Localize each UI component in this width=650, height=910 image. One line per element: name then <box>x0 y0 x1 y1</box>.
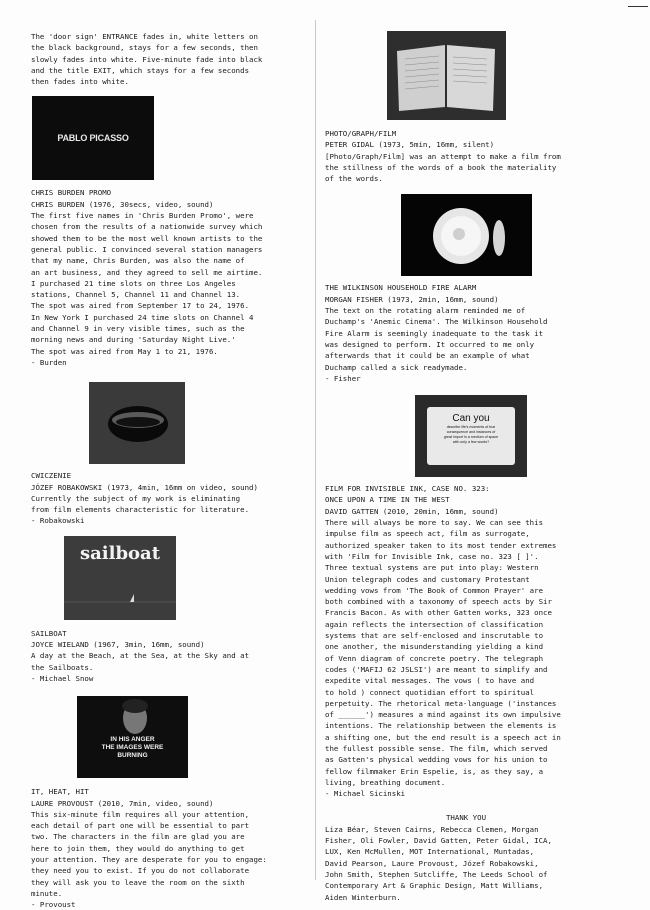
gatten-card-small-1: describe life's moments of true <box>446 425 496 430</box>
text-line: The 'door sign' ENTRANCE fades in, white letters on <box>31 32 258 41</box>
gatten-card-heading: Can you <box>452 413 490 425</box>
text-line: was designed to perform. It occurred to me only <box>325 339 535 349</box>
text-line: The spot was aired from September 17 to 24, 1976. <box>31 301 250 311</box>
text-line: stations, Channel 5, Channel 11 and Channel 13. <box>31 290 241 300</box>
text-line: chosen from the results of a nationwide survey which <box>31 222 263 232</box>
wieland-sign: - Michael Snow <box>31 673 94 683</box>
text-line: then fades into white. <box>31 77 129 87</box>
corner-rule <box>628 6 648 7</box>
text-line: perpetuity. The rhetorical meta-language ('instances <box>325 698 557 708</box>
burden-sign: - Burden <box>31 357 67 367</box>
gidal-body <box>325 151 607 185</box>
left-column <box>31 31 306 910</box>
gatten-card-small-4: with only a few words? <box>452 440 490 445</box>
provoust-still <box>77 696 188 778</box>
text-line: slowly fades into white. Five-minute fade into black <box>31 54 263 64</box>
thanks-heading: THANK YOU <box>445 813 487 823</box>
text-line: of ______') measures a mind against its own impulsive <box>325 710 561 720</box>
text-line: afterwards that it could be an example of what <box>325 351 530 361</box>
text-line: with 'Film for Invisible Ink, case no. 323 [ ]'. <box>325 551 539 561</box>
intro-text <box>31 31 306 87</box>
text-line: A day at the Beach, at the Sea, at the Sky and at <box>31 651 250 661</box>
caption-line-3: BURNING <box>117 752 148 760</box>
text-line: In New York I purchased 24 time slots on Channel 4 <box>31 312 254 322</box>
robakowski-credit: JÓZEF ROBAKOWSKI (1973, 4min, 16mm on video, sound) <box>31 482 258 492</box>
caption-line-1: IN HIS ANGER <box>110 736 155 744</box>
text-line: wedding vows from 'The Book of Common Prayer' are <box>325 585 544 595</box>
fisher-still <box>401 194 532 276</box>
text-line: of the words. <box>325 174 383 184</box>
text-line: John Smith, Stephen Sutcliffe, The Leeds School of <box>325 869 548 879</box>
text-line: two. The characters in the film are glad you are <box>31 832 245 842</box>
fisher-title: THE WILKINSON HOUSEHOLD FIRE ALARM <box>325 283 477 293</box>
right-column <box>325 31 607 903</box>
text-line: here to join them, they would do anything to get <box>31 843 245 853</box>
text-line: Fire Alarm is seemingly inadequate to the task it <box>325 328 544 338</box>
robakowski-body <box>31 493 306 516</box>
wieland-body <box>31 650 306 673</box>
wieland-credit: JOYCE WIELAND (1967, 3min, 16mm, sound) <box>31 640 205 650</box>
gatten-subtitle: ONCE UPON A TIME IN THE WEST <box>325 495 450 505</box>
text-line: Liza Béar, Steven Cairns, Rebecca Clemen, Morgan <box>325 824 539 834</box>
text-line: impulse film as speech act, film as surrogate, <box>325 529 530 539</box>
thanks-list <box>325 824 607 903</box>
text-line: This six-minute film requires all your attention, <box>31 809 250 819</box>
text-line: morning news and during 'Saturday Night Live.' <box>31 335 236 345</box>
text-line: of Venn diagram of concrete poetry. The telegraph <box>325 653 544 663</box>
text-line: that my name, Chris Burden, was also the name of <box>31 256 245 266</box>
text-line: your attention. They are desperate for you to engage: <box>31 854 267 864</box>
burden-body <box>31 210 306 357</box>
fire-alarm-icon <box>401 194 532 276</box>
text-line: the stillness of the words of a book the materiality <box>325 162 557 172</box>
text-line: Currently the subject of my work is eliminating <box>31 493 241 503</box>
text-line: Francis Bacon. As with other Gatten works, 323 once <box>325 608 552 618</box>
burden-title: CHRIS BURDEN PROMO <box>31 188 112 198</box>
burden-still <box>32 96 154 180</box>
text-line: Duchamp called a sick readymade. <box>325 362 468 372</box>
gatten-card-small-3: great import in a medium of space <box>443 435 499 440</box>
text-line: as Gatten's physical wedding vows for his union to <box>325 755 548 765</box>
text-line: systems that are self-enclosed and inscrutable to <box>325 631 544 641</box>
provoust-title: IT, HEAT, HIT <box>31 787 89 797</box>
gatten-body <box>325 517 607 788</box>
text-line: intentions. The relationship between the elements is <box>325 721 557 731</box>
gatten-credit: DAVID GATTEN (2010, 20min, 16mm, sound) <box>325 506 499 516</box>
text-line: expedite vital messages. The vows ( to have and <box>325 676 535 686</box>
wieland-title: SAILBOAT <box>31 628 67 638</box>
fisher-sign: - Fisher <box>325 373 361 383</box>
gatten-title: FILM FOR INVISIBLE INK, CASE NO. 323: <box>325 484 490 494</box>
gatten-sign: - Michael Sicinski <box>325 789 406 799</box>
sailboat-still <box>64 536 176 620</box>
text-line: authorized speaker taken to its most tender extremes <box>325 540 557 550</box>
text-line: Contemporary Art & Graphic Design, Matt Williams, <box>325 881 544 891</box>
text-line: an art business, and they agreed to sell me airtime. <box>31 267 263 277</box>
text-line: [Photo/Graph/Film] was an attempt to make a film from <box>325 151 561 161</box>
burden-credit: CHRIS BURDEN (1976, 30secs, video, sound) <box>31 199 214 209</box>
text-line: they need you to exist. If you do not collaborate <box>31 866 250 876</box>
provoust-body <box>31 809 306 899</box>
text-line: and the title EXIT, which stays for a few seconds <box>31 65 250 75</box>
text-line: There will always be more to say. We can see this <box>325 518 544 528</box>
robakowski-sign: - Robakowski <box>31 516 85 526</box>
text-line: to hold ) connect quotidian effort to spiritual <box>325 687 535 697</box>
text-line: living, breathing document. <box>325 777 446 787</box>
text-line: general public. I convinced several station managers <box>31 244 263 254</box>
text-line: they will ask you to leave the room on the sixth <box>31 877 245 887</box>
robakowski-still <box>89 382 185 464</box>
text-line: David Pearson, Laure Provoust, Józef Robakowski, <box>325 858 539 868</box>
text-line: a shifting one, but the end result is a speech act in <box>325 732 561 742</box>
gatten-card-small-2: consequence and instances of <box>446 430 496 435</box>
provoust-sign: - Provoust <box>31 900 76 910</box>
fisher-credit: MORGAN FISHER (1973, 2min, 16mm, sound) <box>325 294 499 304</box>
text-line: Aiden Winterburn. <box>325 892 401 902</box>
gidal-credit: PETER GIDAL (1973, 5min, 16mm, silent) <box>325 140 495 150</box>
text-line: minute. <box>31 888 63 898</box>
text-line: codes ('MAFIJ 62 JSLSI') are meant to simplify and <box>325 664 548 674</box>
gatten-card <box>427 407 515 465</box>
text-line: both combined with a taxonomy of speech acts by Sir <box>325 597 552 607</box>
text-line: The first five names in 'Chris Burden Promo', were <box>31 211 254 221</box>
text-line: the Sailboats. <box>31 662 94 672</box>
text-line: again reflects the intersection of classification <box>325 619 544 629</box>
burden-still-caption: PABLO PICASSO <box>57 133 129 144</box>
robakowski-still-graphic <box>89 382 185 464</box>
sailboat-still-caption: sailboat <box>79 542 161 564</box>
text-line: LUX, Ken McMullen, MOT International, Muntadas, <box>325 847 535 857</box>
text-line: Duchamp's 'Anemic Cinema'. The Wilkinson Household <box>325 317 548 327</box>
text-line: Fisher, Oli Fowler, David Gatten, Peter Gidal, ICA, <box>325 836 552 846</box>
column-divider <box>315 20 316 880</box>
text-line: each detail of part one will be essential to part <box>31 821 250 831</box>
text-line: one another, the misunderstanding yielding a kind <box>325 642 544 652</box>
text-line: showed them to be the most well known artists to the <box>31 233 263 243</box>
text-line: the black background, stays for a few seconds, then <box>31 43 258 53</box>
text-line: and Channel 9 in very visible times, such as the <box>31 324 245 334</box>
gidal-still <box>387 31 506 120</box>
text-line: fellow filmmaker Erin Espelie, is, as they say, a <box>325 766 544 776</box>
text-line: The spot was aired from May 1 to 21, 1976. <box>31 346 218 356</box>
text-line: from film elements characteristic for literature. <box>31 505 250 515</box>
text-line: The text on the rotating alarm reminded me of <box>325 306 526 316</box>
text-line: Union telegraph codes and customary Protestant <box>325 574 530 584</box>
provoust-credit: LAURE PROVOUST (2010, 7min, video, sound) <box>31 798 214 808</box>
open-book-icon <box>387 31 506 120</box>
gidal-title: PHOTO/GRAPH/FILM <box>325 129 397 138</box>
text-line: Three textual systems are put into play: Western <box>325 563 539 573</box>
robakowski-title: CWICZENIE <box>31 471 72 481</box>
fisher-body <box>325 305 607 373</box>
sailboat-icon <box>64 536 176 620</box>
text-line: I purchased 21 time slots on three Los Angeles <box>31 278 236 288</box>
provoust-still-caption <box>77 736 188 760</box>
caption-line-2: THE IMAGES WERE <box>101 744 164 752</box>
text-line: the fullest possible sense. The film, which served <box>325 743 548 753</box>
gatten-still <box>415 395 527 477</box>
